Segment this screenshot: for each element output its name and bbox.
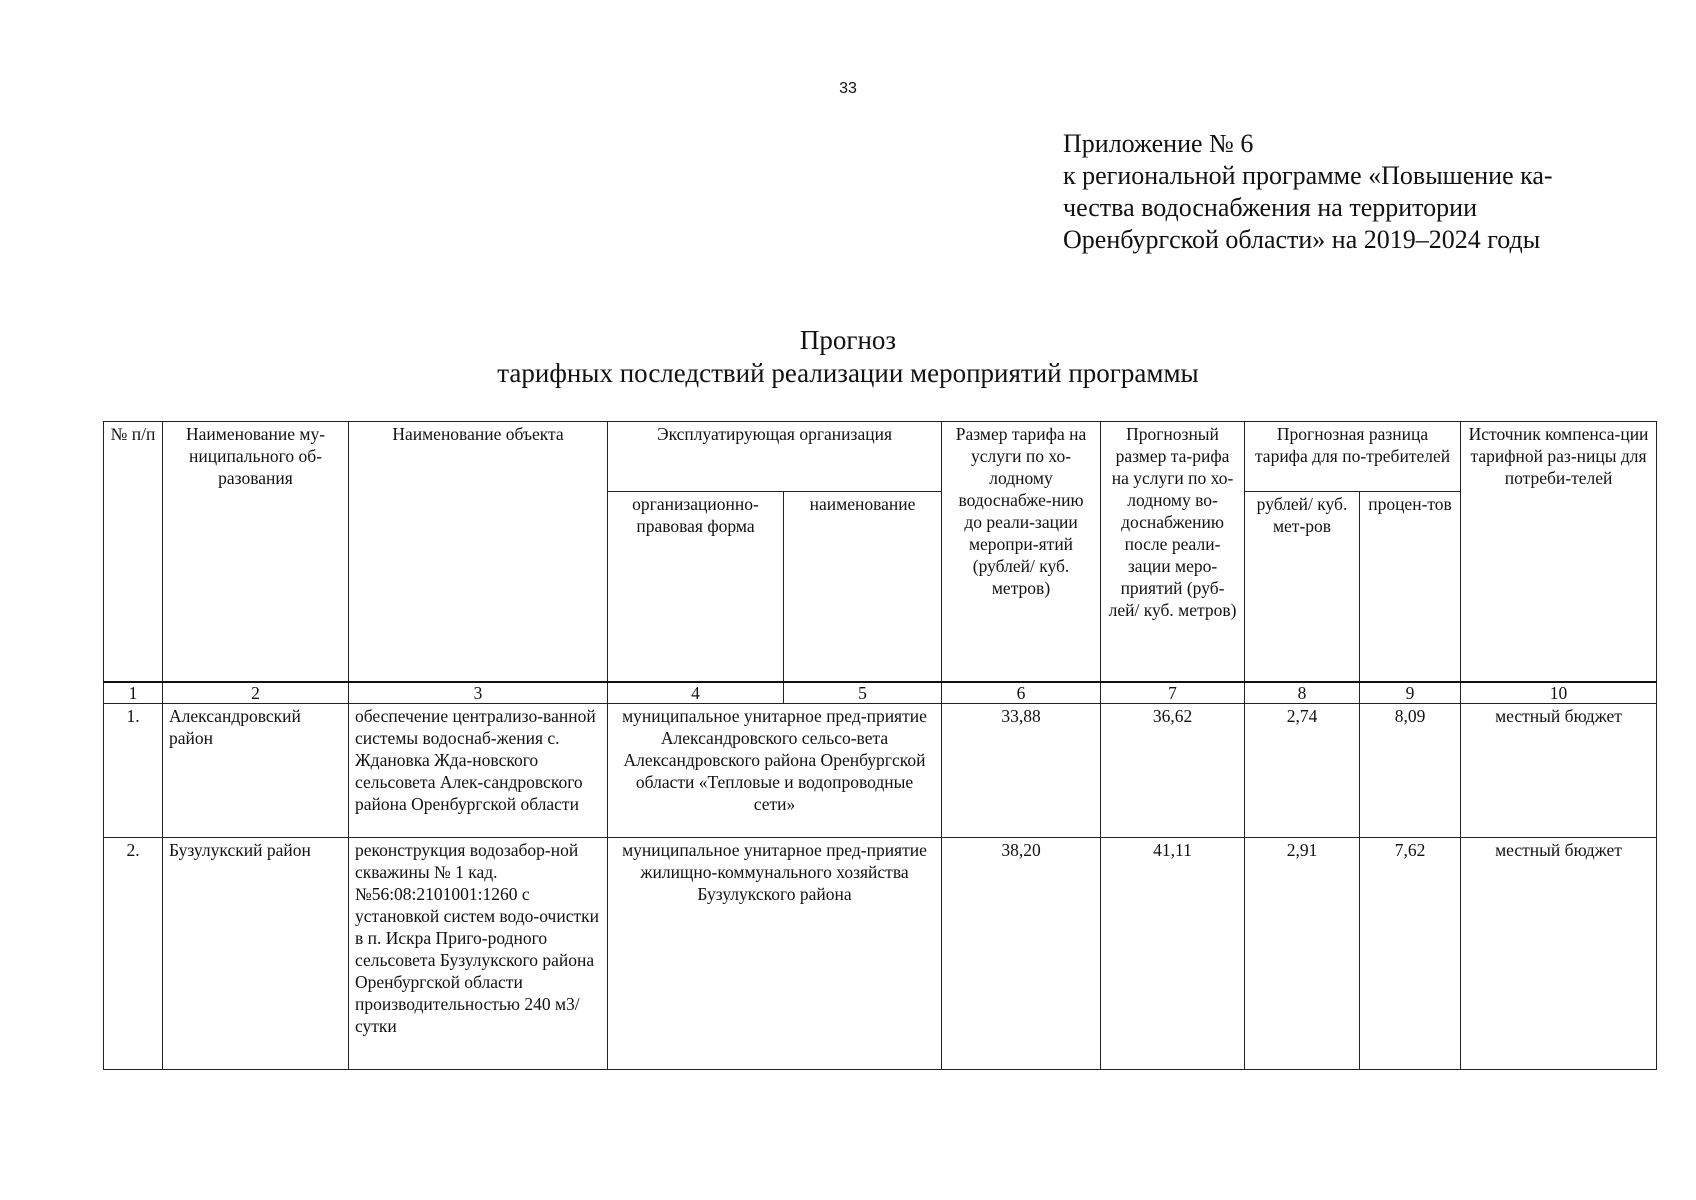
appendix-line-3: чества водоснабжения на территории: [1063, 193, 1478, 222]
header-num: № п/п: [104, 422, 163, 683]
row-diff-pct: 7,62: [1360, 838, 1461, 1070]
row-diff-pct: 8,09: [1360, 704, 1461, 838]
row-tariff-after: 36,62: [1101, 704, 1245, 838]
appendix-line-2: к региональной программе «Повышение ка-: [1063, 161, 1553, 190]
header-object: Наименование объекта: [349, 422, 608, 683]
header-operator-name: наименование: [784, 492, 942, 683]
header-row-1: [104, 422, 1657, 492]
column-number: 4: [608, 682, 784, 704]
row-num: 2.: [104, 838, 163, 1070]
column-number: 6: [942, 682, 1101, 704]
row-tariff-before: 38,20: [942, 838, 1101, 1070]
row-object: реконструкция водозабор-ной скважины № 1 кад.№56:08:2101001:1260 с установкой систем водо-очистки в п. Искра Приго-родного сельсовета Бузулукского района Оренбургской области производительностью 240 м3/сутки: [349, 838, 608, 1070]
row-object: обеспечение централизо-ванной системы водоснаб-жения с. Ждановка Жда-новского сельсовета Алек-сандровского района Оренбургской области: [349, 704, 608, 838]
tariff-forecast-table: [103, 421, 1657, 1070]
column-number: 9: [1360, 682, 1461, 704]
row-diff-rub: 2,91: [1245, 838, 1360, 1070]
table-row: [104, 704, 1657, 838]
column-number: 10: [1461, 682, 1657, 704]
column-number: 8: [1245, 682, 1360, 704]
header-tariff-before: Размер тарифа на услуги по хо-лодному водоснабже-нию до реали-зации меропри-ятий (рублей/ куб. метров): [942, 422, 1101, 683]
header-source: Источник компенса-ции тарифной раз-ницы для потреби-телей: [1461, 422, 1657, 683]
row-operator: муниципальное унитарное пред-приятие Александровского сельсо-вета Александровского района Оренбургской области «Тепловые и водопроводные сети»: [608, 704, 942, 838]
page-number: 33: [839, 80, 857, 97]
row-source: местный бюджет: [1461, 704, 1657, 838]
row-municipality: Александровский район: [163, 704, 349, 838]
column-number: 5: [784, 682, 942, 704]
table-row: [104, 838, 1657, 1070]
row-municipality: Бузулукский район: [163, 838, 349, 1070]
column-numbers-row: [104, 682, 1657, 704]
row-source: местный бюджет: [1461, 838, 1657, 1070]
appendix-line-4: Оренбургской области» на 2019–2024 годы: [1063, 225, 1541, 254]
header-operator: Эксплуатирующая организация: [608, 422, 942, 492]
header-diff-pct: процен-тов: [1360, 492, 1461, 683]
header-tariff-after: Прогнозный размер та-рифа на услуги по хо-лодному во-доснабжению после реали-зации меро-приятий (руб-лей/ куб. метров): [1101, 422, 1245, 683]
row-num: 1.: [104, 704, 163, 838]
appendix-note: [1063, 128, 1663, 256]
row-operator: муниципальное унитарное пред-приятие жилищно-коммунального хозяйства Бузулукского района: [608, 838, 942, 1070]
header-difference: Прогнозная разница тарифа для по-требителей: [1245, 422, 1461, 492]
appendix-line-1: Приложение № 6: [1063, 129, 1254, 158]
column-number: 2: [163, 682, 349, 704]
title-line-2: тарифных последствий реализации мероприятий программы: [497, 358, 1199, 388]
row-diff-rub: 2,74: [1245, 704, 1360, 838]
header-diff-rub: рублей/ куб. мет-ров: [1245, 492, 1360, 683]
row-tariff-after: 41,11: [1101, 838, 1245, 1070]
document-title: [0, 324, 1696, 390]
title-line-1: Прогноз: [799, 325, 897, 355]
column-number: 3: [349, 682, 608, 704]
header-municipality: Наименование му-ниципального об-разования: [163, 422, 349, 683]
column-number: 1: [104, 682, 163, 704]
column-number: 7: [1101, 682, 1245, 704]
row-tariff-before: 33,88: [942, 704, 1101, 838]
header-operator-form: организационно-правовая форма: [608, 492, 784, 683]
